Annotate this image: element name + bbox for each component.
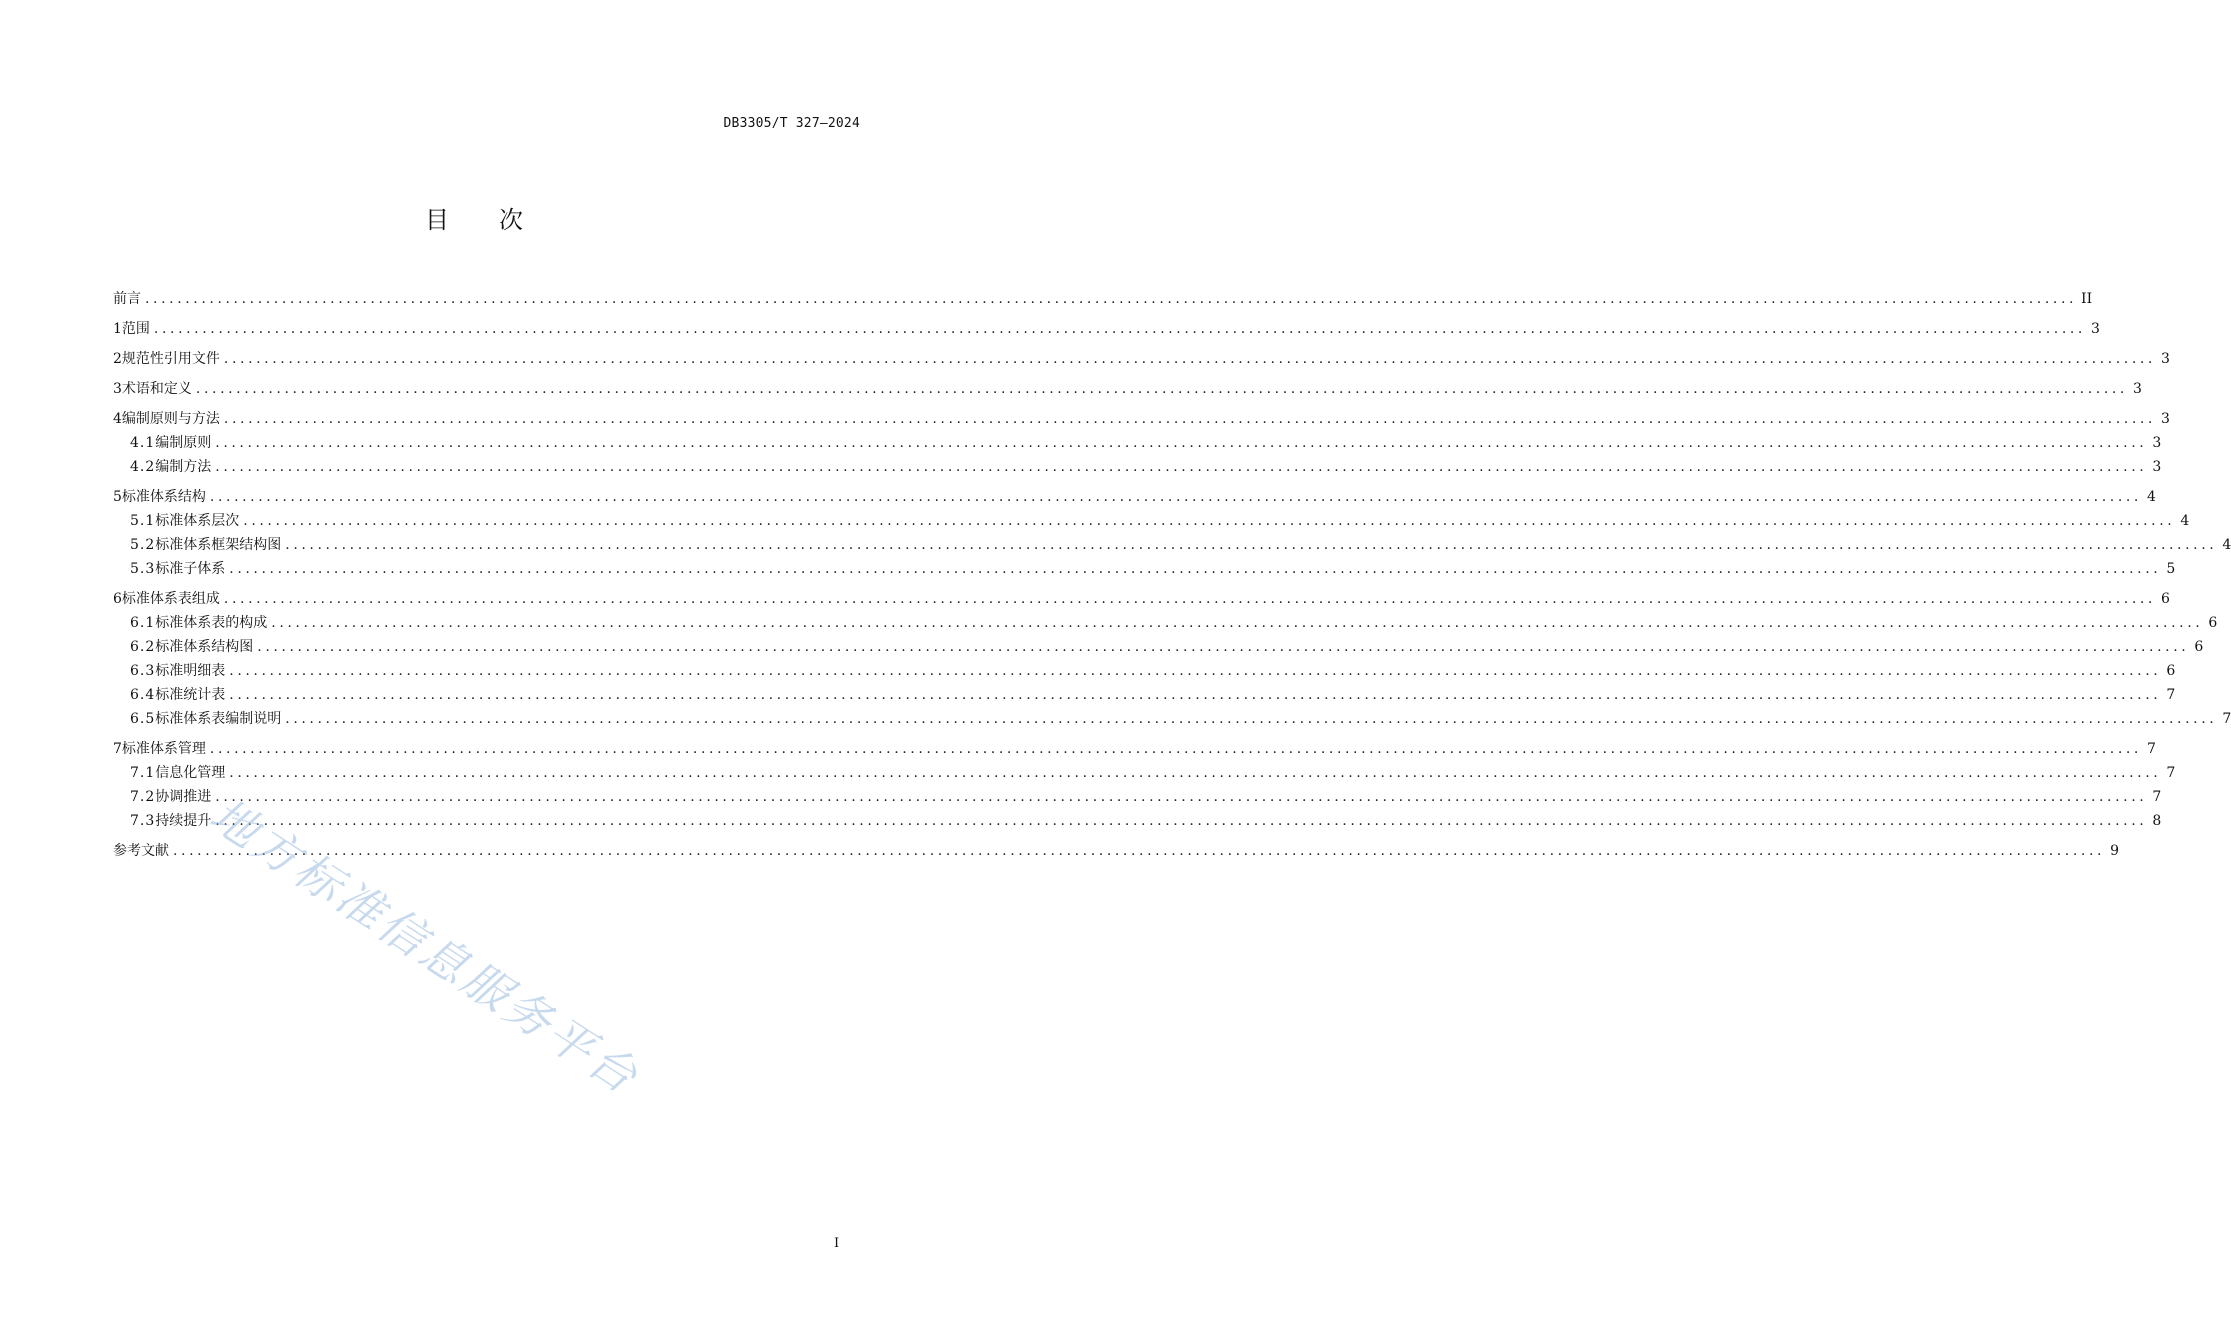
toc-entry-number: 6.5 [130,711,156,727]
toc-entry-page: 6 [2161,591,2170,607]
toc-entry[interactable] [113,487,2156,507]
toc-entry[interactable] [113,349,2170,369]
toc-entry-page: 7 [2166,765,2176,781]
toc-dot-leader: ................................................................................................................................................................................................................................................ [209,741,2142,757]
toc-entry[interactable] [113,613,2218,633]
table-of-contents [113,289,2231,861]
toc-entry-label: 信息化管理 [155,765,226,781]
toc-entry-page: 7 [2152,789,2162,805]
toc-entry-number: 7 [113,741,122,757]
toc-entry-number: 6.4 [130,687,156,703]
toc-entry[interactable] [113,319,2100,339]
toc-entry-label: 规范性引用文件 [121,351,220,367]
toc-entry-number: 4.1 [130,435,156,451]
toc-entry-page: 9 [2110,843,2120,859]
toc-entry-label: 编制方法 [155,459,212,475]
watermark: 地方标准信息服务平台 [200,787,650,1106]
toc-entry-page: 7 [2222,711,2231,727]
toc-entry[interactable] [113,787,2162,807]
toc-entry-number: 4.2 [130,459,156,475]
toc-dot-leader: ................................................................................................................................................................................................................................................ [223,351,2156,367]
toc-entry-page: II [2081,291,2093,307]
toc-entry-label: 术语和定义 [121,381,192,397]
toc-entry-page: 3 [2091,321,2100,337]
toc-entry-number: 3 [113,381,122,397]
toc-entry[interactable] [113,457,2162,477]
toc-entry-number: 4 [113,411,122,427]
toc-entry-label: 标准体系层次 [155,513,240,529]
toc-entry-page: 7 [2147,741,2156,757]
toc-entry-page: 6 [2166,663,2176,679]
toc-entry-number: 6 [113,591,122,607]
toc-entry[interactable] [113,739,2156,759]
toc-entry-page: 6 [2208,615,2218,631]
toc-dot-leader: ................................................................................................................................................................................................................................................ [173,843,2106,859]
toc-entry[interactable] [113,433,2162,453]
toc-entry-number: 6.1 [130,615,156,631]
toc-entry-label: 协调推进 [155,789,212,805]
toc-entry[interactable] [113,589,2170,609]
toc-entry-page: 8 [2152,813,2162,829]
toc-entry-number: 5.3 [130,561,156,577]
toc-entry[interactable] [113,661,2176,681]
toc-dot-leader: ................................................................................................................................................................................................................................................ [285,711,2218,727]
toc-entry-page: 4 [2147,489,2156,505]
toc-entry-number: 6.2 [130,639,156,655]
toc-entry-page: 3 [2152,435,2162,451]
toc-entry-label: 范围 [121,321,150,337]
toc-entry[interactable] [113,763,2176,783]
toc-entry[interactable] [113,535,2231,555]
toc-entry-number: 5 [113,489,122,505]
footer-page-number: I [834,1236,840,1251]
toc-dot-leader: ................................................................................................................................................................................................................................................ [209,489,2142,505]
toc-entry-page: 6 [2194,639,2204,655]
title-char-2: 次 [499,206,525,234]
toc-entry[interactable] [113,559,2176,579]
toc-entry[interactable] [113,379,2142,399]
toc-entry-label: 前言 [113,291,141,307]
toc-entry-number: 5.2 [130,537,156,553]
toc-entry[interactable] [113,289,2093,309]
toc-entry-label: 标准体系表的构成 [155,615,268,631]
toc-entry-page: 7 [2166,687,2176,703]
toc-entry-number: 1 [113,321,122,337]
toc-entry-label: 编制原则 [155,435,212,451]
toc-dot-leader: ................................................................................................................................................................................................................................................ [229,687,2162,703]
toc-dot-leader: ................................................................................................................................................................................................................................................ [243,513,2176,529]
toc-entry[interactable] [113,685,2176,705]
toc-entry[interactable] [113,511,2190,531]
toc-dot-leader: ................................................................................................................................................................................................................................................ [257,639,2190,655]
toc-entry[interactable] [113,841,2120,861]
toc-entry-number: 2 [113,351,122,367]
toc-entry-number: 5.1 [130,513,156,529]
toc-dot-leader: ................................................................................................................................................................................................................................................ [229,561,2162,577]
toc-entry[interactable] [113,637,2204,657]
document-id: DB3305/T 327—2024 [723,116,860,131]
toc-entry[interactable] [113,709,2231,729]
toc-entry-number: 7.1 [130,765,156,781]
title-char-1: 目 [425,206,451,234]
toc-entry-page: 4 [2222,537,2231,553]
toc-entry-label: 标准体系框架结构图 [155,537,282,553]
toc-entry-label: 标准子体系 [155,561,226,577]
toc-dot-leader: ................................................................................................................................................................................................................................................ [145,291,2078,307]
toc-entry-page: 3 [2152,459,2162,475]
toc-entry[interactable] [113,409,2170,429]
toc-entry-label: 标准体系结构 [121,489,206,505]
toc-entry-page: 3 [2161,411,2170,427]
toc-dot-leader: ................................................................................................................................................................................................................................................ [215,789,2148,805]
toc-dot-leader: ................................................................................................................................................................................................................................................ [153,321,2086,337]
toc-entry-label: 持续提升 [155,813,212,829]
toc-entry-label: 标准体系管理 [121,741,206,757]
toc-entry-page: 5 [2166,561,2176,577]
toc-dot-leader: ................................................................................................................................................................................................................................................ [223,411,2156,427]
toc-entry-label: 编制原则与方法 [121,411,220,427]
toc-entry-label: 标准体系结构图 [155,639,254,655]
toc-entry-label: 标准统计表 [155,687,226,703]
toc-entry-number: 7.2 [130,789,156,805]
toc-dot-leader: ................................................................................................................................................................................................................................................ [271,615,2204,631]
toc-entry-page: 4 [2180,513,2190,529]
toc-dot-leader: ................................................................................................................................................................................................................................................ [215,459,2148,475]
toc-entry-page: 3 [2133,381,2142,397]
toc-dot-leader: ................................................................................................................................................................................................................................................ [215,435,2148,451]
toc-dot-leader: ................................................................................................................................................................................................................................................ [229,765,2162,781]
toc-entry-number: 6.3 [130,663,156,679]
toc-entry-number: 7.3 [130,813,156,829]
toc-dot-leader: ................................................................................................................................................................................................................................................ [223,591,2156,607]
toc-entry-page: 3 [2161,351,2170,367]
toc-dot-leader: ................................................................................................................................................................................................................................................ [229,663,2162,679]
page-title [0,200,950,235]
toc-entry-label: 标准体系表组成 [121,591,220,607]
toc-entry[interactable] [113,811,2162,831]
toc-dot-leader: ................................................................................................................................................................................................................................................ [285,537,2218,553]
toc-dot-leader: ................................................................................................................................................................................................................................................ [215,813,2148,829]
toc-entry-label: 标准体系表编制说明 [155,711,282,727]
toc-entry-label: 标准明细表 [155,663,226,679]
toc-dot-leader: ................................................................................................................................................................................................................................................ [195,381,2128,397]
toc-entry-label: 参考文献 [113,843,169,859]
